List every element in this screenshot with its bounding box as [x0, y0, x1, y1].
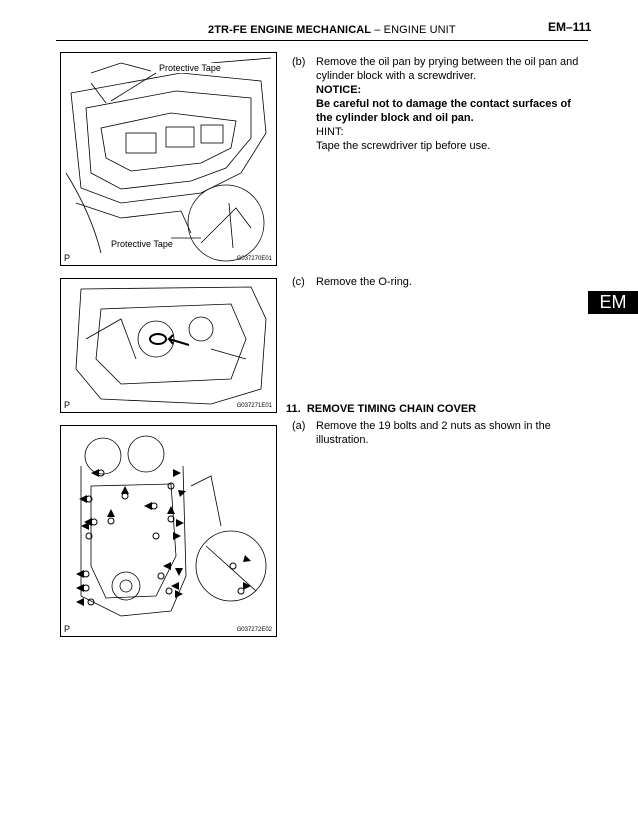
step-c-tag: (c)	[292, 276, 305, 288]
hint-text: Tape the screwdriver tip before use.	[316, 140, 491, 152]
o-ring-illustration	[61, 279, 276, 412]
figure-oil-pan-removal	[60, 52, 277, 266]
page-number: EM–111	[548, 20, 592, 34]
step-b-text: Remove the oil pan by prying between the oil pan and cylinder block with a screwdriver.	[316, 56, 579, 82]
figure-p-label: P	[64, 400, 71, 410]
callout-protective-tape-top: Protective Tape	[159, 63, 221, 73]
figure-o-ring-removal	[60, 278, 277, 413]
timing-chain-cover-illustration	[61, 426, 276, 636]
step-b	[292, 55, 592, 155]
header-title-section: ENGINE UNIT	[383, 24, 456, 36]
header-divider	[56, 40, 588, 41]
step-c-text: Remove the O-ring.	[316, 276, 412, 288]
section-11-heading	[286, 403, 476, 415]
figure-code: G037270E01	[236, 256, 272, 262]
section-11-number: 11.	[286, 403, 301, 415]
figure-code: G037272E02	[236, 627, 272, 633]
callout-protective-tape-bottom: Protective Tape	[111, 239, 173, 249]
figure-p-label: P	[64, 253, 71, 263]
hint-heading: HINT:	[316, 126, 344, 138]
header-title-main: 2TR-FE ENGINE MECHANICAL	[208, 24, 372, 36]
section-tab-em: EM	[588, 291, 638, 314]
figure-timing-chain-cover	[60, 425, 277, 637]
header-title	[208, 24, 456, 36]
step-b-tag: (b)	[292, 56, 306, 68]
step-c	[292, 275, 592, 291]
figure-p-label: P	[64, 624, 71, 634]
step-a	[292, 419, 592, 451]
notice-text: Be careful not to damage the contact surfaces of the cylinder block and oil pan.	[316, 98, 571, 124]
oil-pan-illustration	[61, 53, 276, 265]
step-b-body	[316, 55, 581, 153]
header-title-separator: –	[374, 24, 381, 36]
step-a-text: Remove the 19 bolts and 2 nuts as shown in the illustration.	[316, 420, 551, 446]
notice-heading: NOTICE:	[316, 84, 362, 96]
figure-code: G037271E01	[236, 403, 272, 409]
section-11-title: REMOVE TIMING CHAIN COVER	[306, 403, 477, 415]
step-a-tag: (a)	[292, 420, 306, 432]
